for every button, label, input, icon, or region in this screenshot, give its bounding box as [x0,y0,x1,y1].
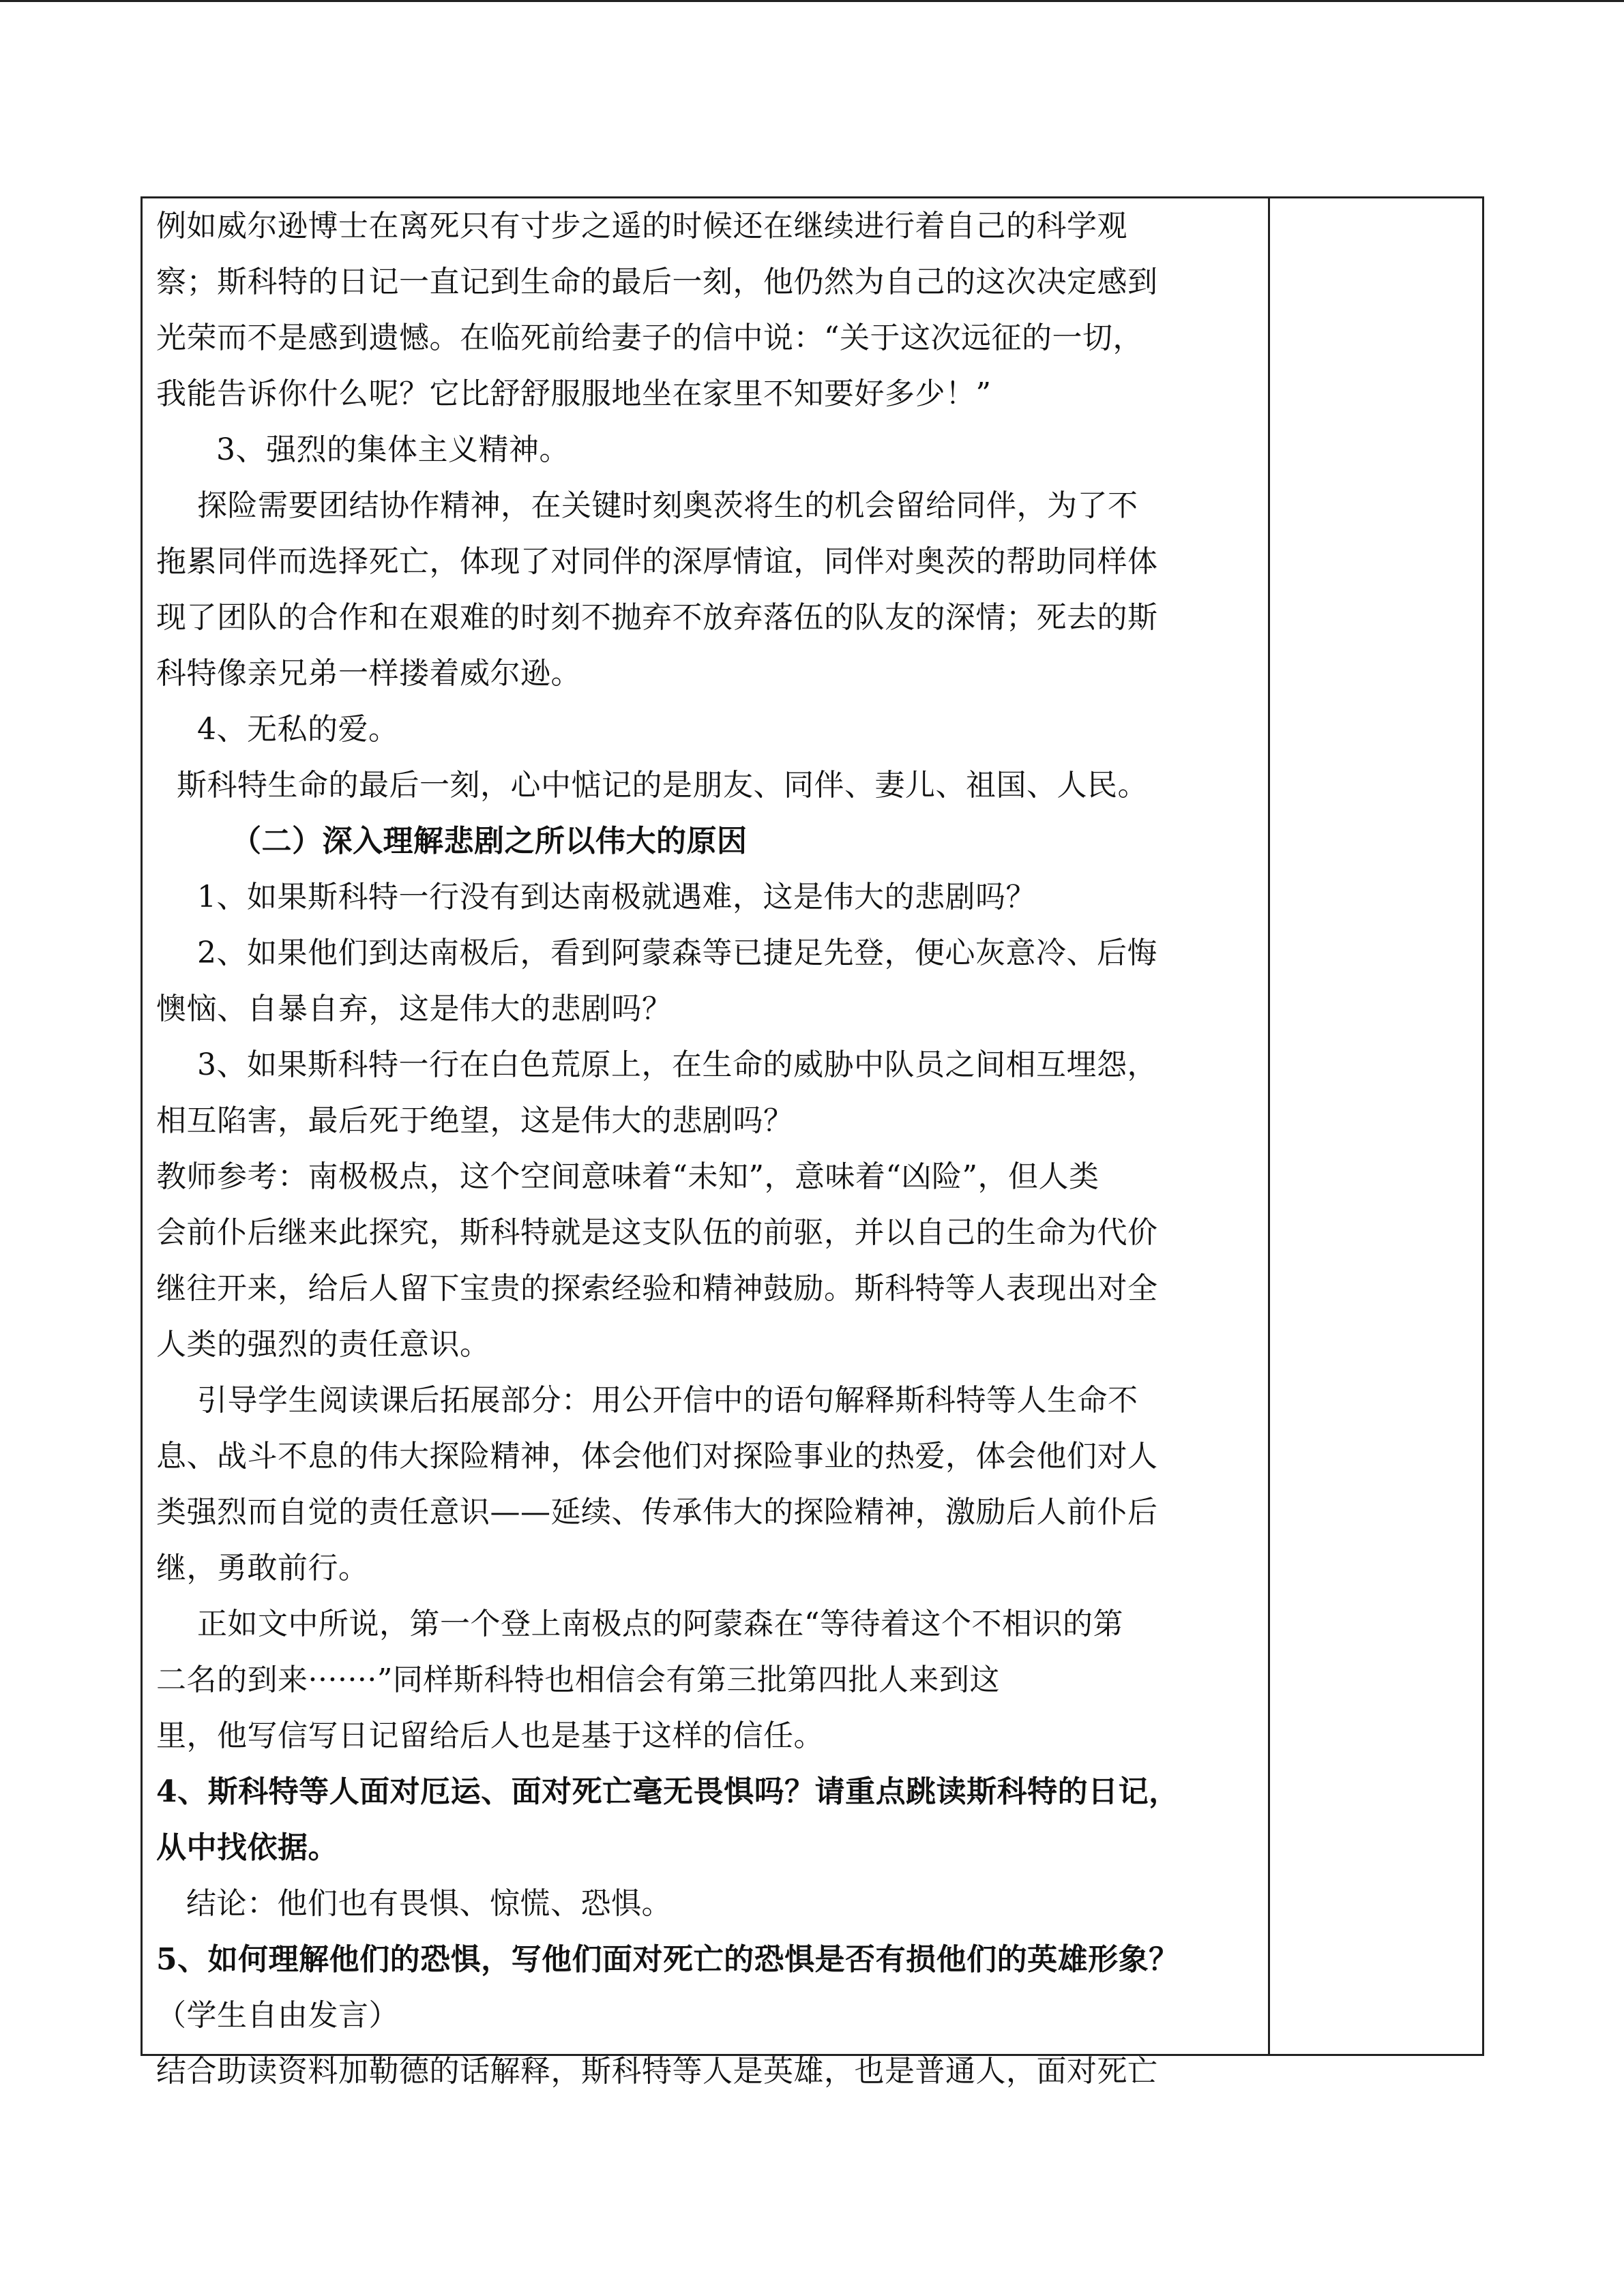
quote-line-1: 正如文中所说，第一个登上南极点的阿蒙森在“等待着这个不相识的第 [197,1607,1123,1641]
text-line-last: 结合助读资料加勒德的话解释，斯科特等人是英雄，也是普通人，面对死亡 [156,2054,1158,2089]
question-1: 1、如果斯科特一行没有到达南极就遇难，这是伟大的悲剧吗？ [197,880,1036,914]
text-line-3: 光荣而不是感到遗憾。在临死前给妻子的信中说：“关于这次远征的一切， [156,320,1143,355]
text-line-9: 科特像亲兄弟一样搂着威尔逊。 [156,656,581,691]
subheading-selfless-love: 4、无私的爱。 [197,712,399,747]
notes-cell [1270,198,1482,2054]
text-line-15: 懊恼、自暴自弃，这是伟大的悲剧吗？ [156,992,673,1026]
question-4-line-2: 从中找依据。 [156,1830,338,1865]
teacher-reference-line-4: 人类的强烈的责任意识。 [156,1327,490,1362]
text-line-1: 例如威尔逊博士在离死只有寸步之遥的时候还在继续进行着自己的科学观 [156,209,1127,243]
text-line-4: 我能告诉你什么呢？它比舒舒服服地坐在家里不知要好多少！” [156,376,992,411]
text-line-6: 探险需要团结协作精神，在关键时刻奥茨将生的机会留给同伴，为了不 [197,488,1138,523]
text-line-8: 现了团队的合作和在艰难的时刻不抛弃不放弃落伍的队友的深情；死去的斯 [156,600,1158,635]
text-line-17: 相互陷害，最后死于绝望，这是伟大的悲剧吗？ [156,1103,794,1138]
guidance-line-1: 引导学生阅读课后拓展部分：用公开信中的语句解释斯科特等人生命不 [197,1383,1138,1418]
subheading-collective-spirit: 3、强烈的集体主义精神。 [216,432,570,467]
guidance-line-3: 类强烈而自觉的责任意识——延续、传承伟大的探险精神，激励后人前仆后 [156,1495,1158,1530]
teaching-content-cell [156,198,1265,2100]
page-top-rule [0,0,1624,2]
guidance-line-4: 继，勇敢前行。 [156,1551,369,1585]
section-heading-tragedy: （二）深入理解悲剧之所以伟大的原因 [231,824,748,859]
question-4-line-1: 4、斯科特等人面对厄运、面对死亡毫无畏惧吗？请重点跳读斯科特的日记， [156,1774,1179,1809]
question-2: 2、如果他们到达南极后，看到阿蒙森等已捷足先登，便心灰意冷、后悔 [197,936,1157,970]
text-line-11: 斯科特生命的最后一刻，心中惦记的是朋友、同伴、妻儿、祖国、人民。 [177,768,1148,803]
text-line-2: 察；斯科特的日记一直记到生命的最后一刻，他仍然为自己的这次决定感到 [156,265,1158,299]
student-discussion-note: （学生自由发言） [156,1998,399,2033]
teacher-reference-line-1: 教师参考：南极极点，这个空间意味着“未知”，意味着“凶险”，但人类 [156,1159,1099,1194]
quote-line-3: 里，他写信写日记留给后人也是基于这样的信任。 [156,1718,824,1753]
teacher-reference-line-2: 会前仆后继来此探究，斯科特就是这支队伍的前驱，并以自己的生命为代价 [156,1215,1158,1250]
teacher-reference-line-3: 继往开来，给后人留下宝贵的探索经验和精神鼓励。斯科特等人表现出对全 [156,1271,1158,1306]
lesson-plan-table [141,196,1484,2089]
quote-line-2: 二名的到来·······”同样斯科特也相信会有第三批第四批人来到这 [156,1663,1000,1697]
guidance-line-2: 息、战斗不息的伟大探险精神，体会他们对探险事业的热爱，体会他们对人 [156,1439,1158,1474]
question-5: 5、如何理解他们的恐惧，写他们面对死亡的恐惧是否有损他们的英雄形象？ [156,1942,1179,1977]
question-3: 3、如果斯科特一行在白色荒原上，在生命的威胁中队员之间相互埋怨， [197,1047,1157,1082]
conclusion-line: 结论：他们也有畏惧、惊慌、恐惧。 [186,1886,672,1921]
text-line-7: 拖累同伴而选择死亡，体现了对同伴的深厚情谊，同伴对奥茨的帮助同样体 [156,544,1158,579]
